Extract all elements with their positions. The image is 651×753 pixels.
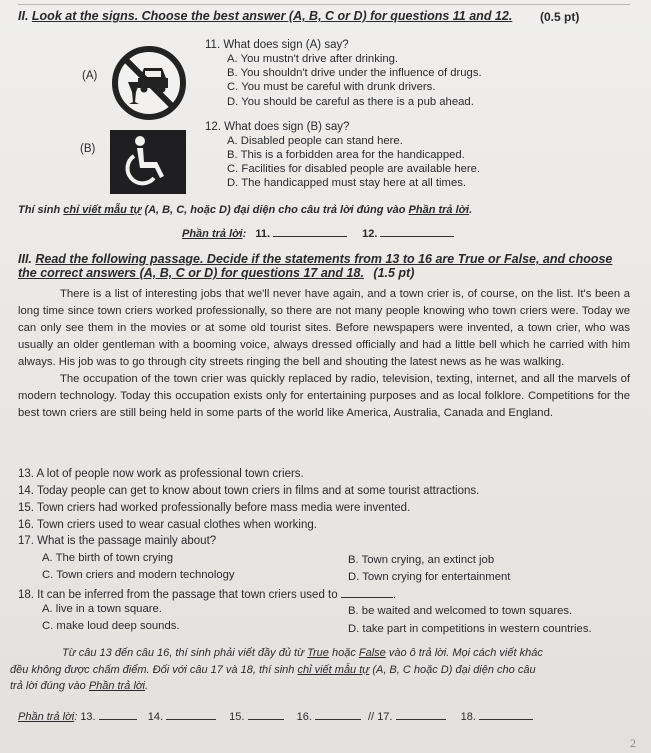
section3-answer-line: Phần trả lời: 13. 14. 15. 16. // 17. 18. <box>18 709 533 723</box>
answer-13-blank[interactable] <box>99 709 137 720</box>
q11-option-b: B. You shouldn't drive under the influence of drugs. <box>227 67 482 79</box>
answer-18-blank[interactable] <box>479 709 533 720</box>
section3-note-line2: đều không được chấm điểm. Đối với câu 17 và 18, thí sinh chỉ viết mẫu tự (A, B, C hoặc D) đại diện cho câu <box>10 664 536 676</box>
answer-16-blank[interactable] <box>315 709 361 720</box>
section2-points: (0.5 pt) <box>540 10 580 24</box>
q12-option-a: A. Disabled people can stand here. <box>227 135 403 147</box>
q11-option-d: D. You should be careful as there is a pub ahead. <box>227 96 474 108</box>
answer-12-blank[interactable] <box>380 226 454 237</box>
wheelchair-accessible-sign-icon <box>110 130 186 194</box>
q17-option-d: D. Town crying for entertainment <box>348 571 511 583</box>
section3-title-line2: the correct answers (A, B, C or D) for questions 17 and 18. (1.5 pt) <box>18 266 415 280</box>
q18-option-d: D. take part in competitions in western countries. <box>348 623 592 635</box>
q11-option-a: A. You mustn't drive after drinking. <box>227 53 399 65</box>
sign-a-label: (A) <box>82 70 98 82</box>
q12-option-c: C. Facilities for disabled people are available here. <box>227 163 481 175</box>
q12-stem: 12. What does sign (B) say? <box>205 121 350 133</box>
answer-15-blank[interactable] <box>248 709 284 720</box>
statement-13: 13. A lot of people now work as professional town criers. <box>18 468 304 480</box>
q18-stem: 18. It can be inferred from the passage that town criers used to . <box>18 589 397 601</box>
q11-stem: 11. What does sign (A) say? <box>205 39 349 51</box>
q17-option-c: C. Town criers and modern technology <box>42 569 235 581</box>
q12-option-d: D. The handicapped must stay here at all times. <box>227 177 467 189</box>
section2-title: II. Look at the signs. Choose the best answer (A, B, C or D) for questions 11 and 12. <box>18 9 513 23</box>
q18-option-b: B. be waited and welcomed to town squares. <box>348 605 573 617</box>
statement-16: 16. Town criers used to wear casual clothes when working. <box>18 519 317 531</box>
top-divider <box>18 4 630 5</box>
q17-stem: 17. What is the passage mainly about? <box>18 535 217 547</box>
no-drink-driving-sign-icon <box>110 44 188 122</box>
section2-answer-line: Phần trả lời: 11. 12. <box>182 226 454 240</box>
answer-11-blank[interactable] <box>273 226 347 237</box>
q18-option-a: A. live in a town square. <box>42 603 162 615</box>
answer-17-blank[interactable] <box>396 709 446 720</box>
statement-15: 15. Town criers had worked professionally before mass media were invented. <box>18 502 411 514</box>
q17-option-b: B. Town crying, an extinct job <box>348 554 495 566</box>
section3-note-line1: Từ câu 13 đến câu 16, thí sinh phải viết đầy đủ từ True hoặc False vào ô trả lời. Mọi cách viết khác <box>62 647 543 659</box>
q18-blank <box>341 587 393 598</box>
sign-b-label: (B) <box>80 143 96 155</box>
q17-option-a: A. The birth of town crying <box>42 552 174 564</box>
page-number: 2 <box>630 736 636 750</box>
section3-title-line1: III. Read the following passage. Decide if the statements from 13 to 16 are True or False, and choose <box>18 252 613 266</box>
passage-paragraph-2: The occupation of the town crier was quickly replaced by radio, television, texting, internet, and all the marvels of modern technology. Today this occupation exists only for entertaining purposes and as local folklore. Competitions for the best town criers are still being held in some parts of the world like America, Australia, Canada and England. <box>18 373 630 419</box>
q11-option-c: C. You must be careful with drunk drivers. <box>227 81 436 93</box>
passage-paragraph-1: There is a list of interesting jobs that we'll never have again, and a town crier is, of course, on the list. It's been a long time since town criers worked professionally, so there are not many people knowing who town criers were. Today we can only see them in the movies or at some old tourist sites. Before newspapers were invented, a town crier, who was usually an older gentleman with a booming voice, always dressed officially and had a little bell which he carried with him always. His job was to go through city streets ringing the bell and shouting the latest news as he was walking. <box>18 288 630 368</box>
section2-instruction: Thí sinh chỉ viết mẫu tự (A, B, C, hoặc D) đại diện cho câu trả lời đúng vào Phần trả lời. <box>18 204 473 216</box>
section3-note-line3: trả lời đúng vào Phần trả lời. <box>10 680 149 692</box>
q12-option-b: B. This is a forbidden area for the handicapped. <box>227 149 465 161</box>
q18-option-c: C. make loud deep sounds. <box>42 620 180 632</box>
answer-14-blank[interactable] <box>166 709 216 720</box>
statement-14: 14. Today people can get to know about town criers in films and at some tourist attractions. <box>18 485 480 497</box>
passage <box>18 286 630 422</box>
